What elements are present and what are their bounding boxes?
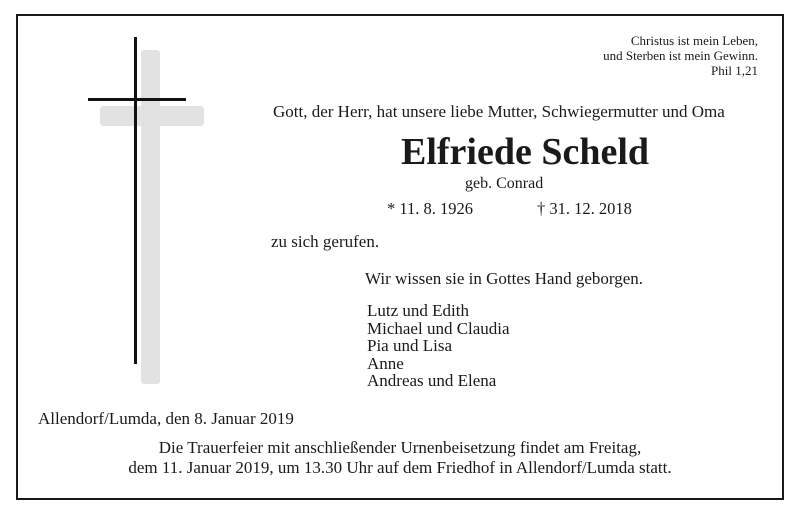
maiden-name: geb. Conrad bbox=[465, 175, 544, 192]
called-home-text: zu sich gerufen. bbox=[271, 232, 380, 251]
birth-date: * 11. 8. 1926 bbox=[387, 199, 474, 218]
cross-vertical-beam bbox=[134, 37, 137, 364]
service-line-2: dem 11. Januar 2019, um 13.30 Uhr auf dem Friedhof in Allendorf/Lumda statt. bbox=[128, 458, 672, 477]
intro-text: Gott, der Herr, hat unsere liebe Mutter, Schwiegermutter und Oma bbox=[273, 102, 725, 121]
bible-quote bbox=[603, 33, 758, 78]
mourners-list bbox=[367, 302, 510, 390]
mourner-item: Anne bbox=[367, 353, 404, 373]
deceased-name: Elfriede Scheld bbox=[400, 131, 650, 173]
faith-statement: Wir wissen sie in Gottes Hand geborgen. bbox=[365, 269, 644, 288]
cross-shadow-horizontal bbox=[100, 106, 204, 126]
mourner-item: Lutz und Edith bbox=[367, 301, 469, 320]
funeral-service-info bbox=[0, 438, 800, 478]
quote-line-2: und Sterben ist mein Gewinn. bbox=[603, 48, 758, 63]
quote-reference: Phil 1,21 bbox=[711, 63, 758, 78]
place-and-date: Allendorf/Lumda, den 8. Januar 2019 bbox=[38, 409, 294, 428]
cross-horizontal-beam bbox=[88, 98, 186, 101]
quote-line-1: Christus ist mein Leben, bbox=[630, 33, 758, 48]
mourner-item: Andreas und Elena bbox=[367, 371, 497, 391]
death-date: † 31. 12. 2018 bbox=[537, 199, 632, 218]
service-line-1: Die Trauerfeier mit anschließender Urnenbeisetzung findet am Freitag, bbox=[158, 438, 642, 457]
mourner-item: Pia und Lisa bbox=[367, 336, 452, 356]
mourner-item: Michael und Claudia bbox=[367, 318, 510, 338]
